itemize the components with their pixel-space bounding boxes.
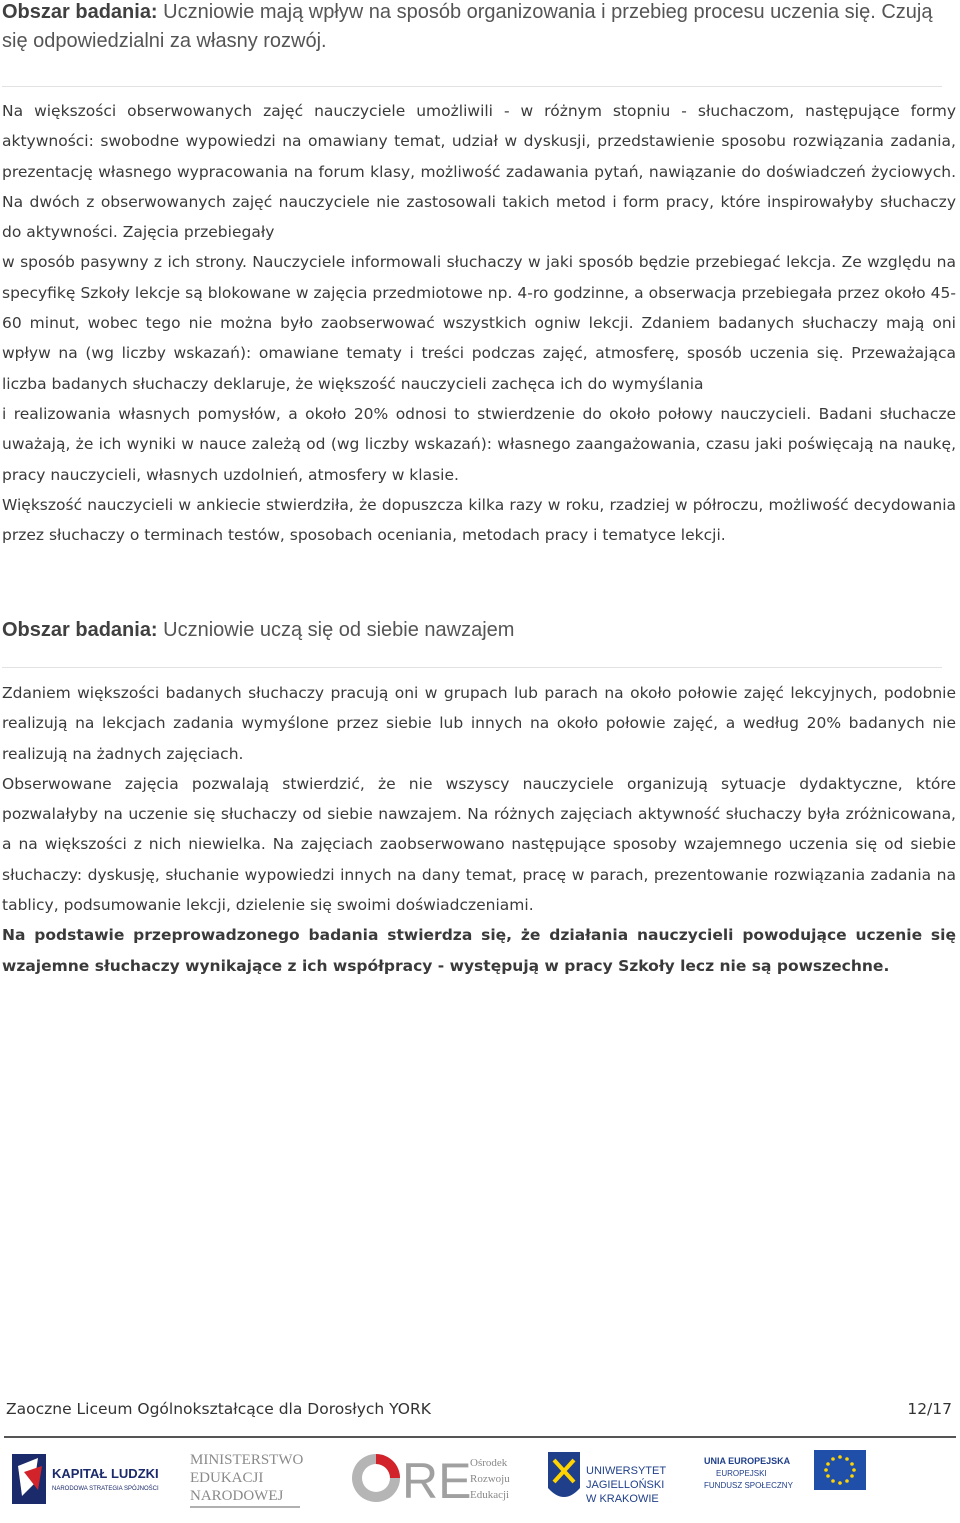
svg-text:NARODOWEJ: NARODOWEJ	[190, 1488, 284, 1504]
svg-text:Edukacji: Edukacji	[470, 1489, 510, 1501]
footer-divider	[4, 1436, 956, 1438]
paragraph: w sposób pasywny z ich strony. Nauczyciele informowali słuchaczy w jaki sposób będzie przebiegać lekcja. Ze względu na specyfikę Szkoły lekcje są blokowane w zajęcia przedmiotowe np. 4-ro godzinne, a obserwacja przebiegała przez około 45-60 minut, wobec tego nie można było zaobserwować wszystkich ogniw lekcji. Zdaniem badanych słuchaczy mają oni wpływ na (wg liczby wskazań): omawiane tematy i treści podczas zajęć, atmosferę, sposób uczenia się. Przeważająca liczba badanych słuchaczy deklaruje, że większość nauczycieli zachęca ich do wymyślania	[2, 253, 956, 393]
uj-logo	[544, 1444, 684, 1520]
kapital-ludzki-logo	[8, 1444, 168, 1520]
section-body-1	[2, 96, 956, 550]
paragraph: i realizowania własnych pomysłów, a około 20% odnosi to stwierdzenie do około połowy nauczycieli. Badani słuchacze uważają, że ich wyniki w nauce zależą od (wg liczby wskazań): własnego zaangażowania, czasu jaki poświęcają na naukę, pracy nauczycieli, własnych uzdolnień, atmosfery w klasie.	[2, 404, 956, 484]
paragraph: Większość nauczycieli w ankiecie stwierdziła, że dopuszcza kilka razy w roku, rzadziej w półroczu, możliwość decydowania przez słuchaczy o terminach testów, sposobach oceniania, metodach pracy i tematyce lekcji.	[2, 495, 956, 545]
svg-text:MINISTERSTWO: MINISTERSTWO	[190, 1452, 304, 1468]
section-body-2	[2, 678, 956, 981]
svg-text:EUROPEJSKI: EUROPEJSKI	[716, 1469, 767, 1478]
svg-text:KAPITAŁ LUDZKI: KAPITAŁ LUDZKI	[52, 1466, 159, 1481]
section-label: Obszar badania:	[2, 619, 158, 641]
page-number: 12/17	[907, 1400, 952, 1418]
conclusion: Na podstawie przeprowadzonego badania stwierdza się, że działania nauczycieli powodujące uczenie się wzajemne słuchaczy wynikające z ich współpracy - występują w pracy Szkoły lecz nie są powszechne.	[2, 926, 956, 975]
svg-text:UNIA EUROPEJSKA: UNIA EUROPEJSKA	[704, 1456, 791, 1466]
footer-school-name: Zaoczne Liceum Ogólnokształcące dla Dorosłych YORK	[6, 1400, 431, 1418]
svg-text:JAGIELLOŃSKI: JAGIELLOŃSKI	[586, 1479, 665, 1491]
divider	[2, 86, 942, 87]
section-title: Uczniowie mają wpływ na sposób organizowania i przebieg procesu uczenia się. Czują się odpowiedzialni za własny rozwój.	[2, 1, 933, 52]
divider	[2, 667, 942, 668]
paragraph: Obserwowane zajęcia pozwalają stwierdzić, że nie wszyscy nauczyciele organizują sytuacje dydaktyczne, które pozwalałyby na uczenie się słuchaczy od siebie nawzajem. Na różnych zajęciach aktywność słuchaczy była zróżnicowana, a na większości z nich niewielka. Na zajęciach zaobserwowano następujące sposoby wzajemnego uczenia się od siebie słuchaczy: dyskusję, słuchanie wypowiedzi innych na dany temat, pracę w parach, prezentowanie rozwiązania zadania na tablicy, podsumowanie lekcji, dzielenie się swoimi doświadczeniami.	[2, 774, 956, 915]
svg-text:FUNDUSZ SPOŁECZNY: FUNDUSZ SPOŁECZNY	[704, 1481, 793, 1490]
section-heading-1	[2, 0, 952, 56]
eu-logo	[702, 1444, 872, 1520]
svg-text:UNIWERSYTET: UNIWERSYTET	[586, 1465, 667, 1477]
section-heading-2	[2, 616, 952, 645]
section-title: Uczniowie uczą się od siebie nawzajem	[163, 619, 515, 641]
svg-text:W KRAKOWIE: W KRAKOWIE	[586, 1493, 659, 1505]
paragraph: Na większości obserwowanych zajęć nauczyciele umożliwili - w różnym stopniu - słuchaczom, następujące formy aktywności: swobodne wypowiedzi na omawiany temat, udział w dyskusji, przedstawienie sposobu rozwiązania zadania, prezentację własnego wypracowania na forum klasy, możliwość zadawania pytań, nawiązanie do doświadczeń życiowych. Na dwóch z obserwowanych zajęć nauczyciele nie zastosowali takich metod i form pracy, które inspirowałyby słuchaczy do aktywności. Zajęcia przebiegały	[2, 102, 956, 242]
paragraph: Zdaniem większości badanych słuchaczy pracują oni w grupach lub parach na około połowie zajęć lekcyjnych, podobnie realizują na lekcjach zadania wymyślone przez siebie lub innych na około połowie zajęć, a według 20% badanych nie realizują na żadnych zajęciach.	[2, 684, 956, 763]
svg-text:EDUKACJI: EDUKACJI	[190, 1470, 264, 1486]
ore-logo	[348, 1444, 528, 1520]
section-label: Obszar badania:	[2, 1, 158, 23]
svg-text:NARODOWA STRATEGIA SPÓJNOŚCI: NARODOWA STRATEGIA SPÓJNOŚCI	[52, 1486, 159, 1492]
men-logo	[186, 1444, 316, 1520]
page-footer	[6, 1400, 952, 1418]
svg-text:Ośrodek: Ośrodek	[470, 1457, 508, 1469]
logo-strip	[0, 1444, 960, 1520]
svg-text:RE: RE	[402, 1453, 472, 1509]
svg-text:Rozwoju: Rozwoju	[470, 1473, 510, 1485]
